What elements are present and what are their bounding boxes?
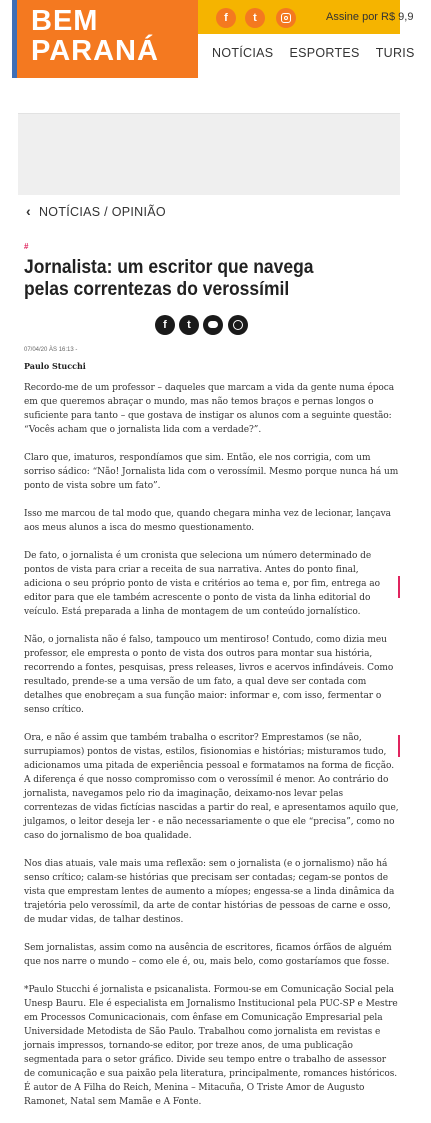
nav-item-noticias[interactable]: NOTÍCIAS xyxy=(212,46,274,60)
share-facebook-icon[interactable]: f xyxy=(155,315,175,335)
article-title: Jornalista: um escritor que navega pelas correntezas do verossímil xyxy=(24,257,314,300)
share-twitter-icon[interactable]: t xyxy=(179,315,199,335)
article-paragraph: Ora, e não é assim que também trabalha o escritor? Emprestamos (se não, surrupiamos) pontos de vistas, estilos, fisionomias e histórias; misturamos tudo, adicionamos uma pitada de experiência pessoal e formatamos na forma de ficção. A diferença é que nosso compromisso com o verossímil é menor. Ao contrário do jornalista, navegamos pelo rio da imaginação, deixamo-nos levar pelas correntezas de vidas fictícias nascidas a partir do real, e apresentamos aquilo que, julgamos, o leitor deseja ler - e não necessariamente o que ele “precisa”, como no caso do jornalismo de boa qualidade. xyxy=(24,733,399,841)
article-tag[interactable]: # xyxy=(24,242,29,251)
nav-item-turismo[interactable]: TURIS xyxy=(375,46,415,60)
breadcrumb-text[interactable]: NOTÍCIAS / OPINIÃO xyxy=(38,205,166,219)
logo-line-2: PARANÁ xyxy=(31,35,159,67)
article-paragraph: De fato, o jornalista é um cronista que seleciona um número determinado de pontos de vista para criar a receita de sua narrativa. Antes do ponto final, adiciona o seu próprio ponto de vista e critérios ao tema e, por fim, entrega ao editor para que ele também acrescente o ponto de vista da linha editorial do veículo. Está preparada a linha de montagem de um conteúdo jornalístico. xyxy=(24,551,380,617)
instagram-icon[interactable] xyxy=(276,8,296,28)
side-accent-mark xyxy=(398,735,400,757)
article-author[interactable]: Paulo Stucchi xyxy=(24,361,86,371)
main-navigation xyxy=(212,46,431,60)
breadcrumb[interactable] xyxy=(26,203,166,219)
article-paragraph: Claro que, imaturos, respondíamos que sim. Então, ele nos corrigia, com um sorriso sádico: “Não! Jornalista lida com o verossímil. Mesmo porque nunca há um ponto de vista sobre um fato”. xyxy=(24,453,399,491)
chevron-left-icon[interactable]: ‹ xyxy=(26,203,31,219)
share-messenger-icon[interactable] xyxy=(203,315,223,335)
article-paragraph: Sem jornalistas, assim como na ausência de escritores, ficamos órfãos de alguém que nos narre o mundo – como ele é, ou, mais belo, como gostaríamos que fosse. xyxy=(24,943,392,967)
share-whatsapp-icon[interactable] xyxy=(228,315,248,335)
site-logo[interactable] xyxy=(12,0,198,78)
article-date: 07/04/20 ÀS 16:13 - xyxy=(24,347,78,353)
ad-placeholder xyxy=(18,113,400,195)
twitter-icon[interactable]: t xyxy=(245,8,265,28)
logo-line-1: BEM xyxy=(31,5,99,37)
article-paragraph: Recordo-me de um professor – daqueles que marcam a vida da gente numa época em que queremos abraçar o mundo, mas não temos braços e pernas longos o suficiente para tanto – que gostava de instigar os alunos com a seguinte questão: “Vocês acham que o jornalista lida com a verdade?”. xyxy=(24,383,395,435)
article-paragraph: Nos dias atuais, vale mais uma reflexão: sem o jornalista (e o jornalismo) não há senso crítico; calam-se histórias que precisam ser contadas; cegam-se pontos de vista que emprestam lentes de aumento a míopes; engessa-se a linda dinâmica da trajetória pelo verossímil, da arte de contar histórias de pessoas de carne e osso, de mudar vidas, de talhar destinos. xyxy=(24,859,395,925)
subscribe-link[interactable]: Assine por R$ 9,9 xyxy=(326,11,414,23)
side-accent-mark xyxy=(398,576,400,598)
article-body xyxy=(24,381,399,1123)
article-paragraph: Isso me marcou de tal modo que, quando chegara minha vez de lecionar, lançava aos meus alunos a isca do mesmo questionamento. xyxy=(24,509,391,533)
nav-item-esportes[interactable]: ESPORTES xyxy=(289,46,360,60)
article-paragraph: Não, o jornalista não é falso, tampouco um mentiroso! Contudo, como dizia meu professor, ele empresta o ponto de vista dos outros para montar sua história, recorrendo a fontes, pesquisas, press releases, livros e acervos infindáveis. Como resultado, prende-se a uma versão de um fato, a qual deve ser contada com detalhes que enobreçam a sua função maior: informar e, com isso, fermentar o senso crítico. xyxy=(24,635,394,715)
author-bio: *Paulo Stucchi é jornalista e psicanalista. Formou-se em Comunicação Social pela Unesp Bauru. Ele é especialista em Jornalismo Institucional pela PUC-SP e Mestre em Processos Comunicacionais, com ênfase em Comunicação Empresarial pela Universidade Metodista de São Paulo. Trabalhou como jornalista em revistas e jornais impressos, tornando-se editor, por treze anos, de uma publicação segmentada para o setor gráfico. Divide seu tempo entre o trabalho de assessor de comunicação e sua paixão pela literatura, principalmente, romances históricos. É autor de A Filha do Reich, Menina – Mitacuña, O Triste Amor de Augusto Ramonet, Natal sem Mamãe e A Fonte. xyxy=(24,985,398,1107)
facebook-icon[interactable]: f xyxy=(216,8,236,28)
